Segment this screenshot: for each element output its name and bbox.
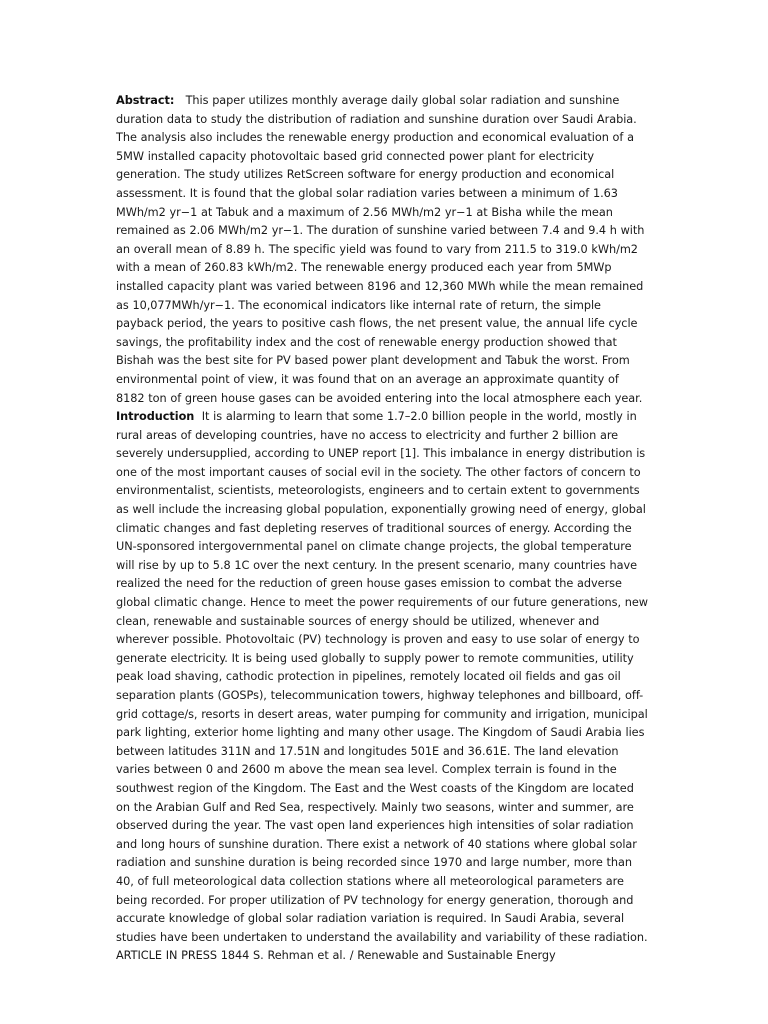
introduction-text: It is alarming to learn that some 1.7–2.0 billion people in the world, mostly in rural areas of developing countries, have no access to electricity and further 2 billion are severely undersupplied, according to UNEP report [1]. This imbalance in energy distribution is one of the most important causes of social evil in the society. The other factors of concern to environmentalist, scientists, meteorologists, engineers and to certain extent to governments as well include the increasing global population, exponentially growing need of energy, global climatic changes and fast depleting reserves of traditional sources of energy. According the UN-sponsored intergovernmental panel on climate change projects, the global temperature will rise by up to 5.8 1C over the next century. In the present scenario, many countries have realized the need for the reduction of green house gases emission to combat the adverse global climatic change. Hence to meet the power requirements of our future generations, new clean, renewable and sustainable sources of energy should be utilized, whenever and wherever possible. Photovoltaic (PV) technology is proven and easy to use solar of energy to generate electricity. It is being used globally to supply power to remote communities, utility peak load shaving, cathodic protection in pipelines, remotely located oil fields and gas oil separation plants (GOSPs), telecommunication towers, highway telephones and billboard, off-grid cottage/s, resorts in desert areas, water pumping for community and irrigation, municipal park lighting, exterior home lighting and many other usage. The Kingdom of Saudi Arabia lies between latitudes 311N and 17.51N and longitudes 501E and 36.61E. The land elevation varies between 0 and 2600 m above the mean sea level. Complex terrain is found in the southwest region of the Kingdom. The East and the West coasts of the Kingdom are located on the Arabian Gulf and Red Sea, respectively. Mainly two seasons, winter and summer, are observed during the year. The vast open land experiences high intensities of solar radiation and long hours of sunshine duration. There exist a network of 40 stations where global solar radiation and sunshine duration is being recorded since 1970 and large number, more than 40, of full meteorological data collection stations where all meteorological parameters are being recorded. For proper utilization of PV technology for energy generation, thorough and accurate knowledge of global solar radiation variation is required. In Saudi Arabia, several studies have been undertaken to understand the availability and variability of these radiation. ARTICLE IN PRESS 1844 S. Rehman et al. / Renewable and Sustainable Energy — [116, 410, 648, 963]
introduction-heading: Introduction — [116, 410, 195, 424]
document-page — [116, 92, 650, 966]
abstract-heading: Abstract: — [116, 94, 175, 107]
abstract-text: This paper utilizes monthly average daily global solar radiation and sunshine duration data to study the distribution of radiation and sunshine duration over Saudi Arabia. The analysis also includes the renewable energy production and economical evaluation of a 5MW installed capacity photovoltaic based grid connected power plant for electricity generation. The study utilizes RetScreen software for energy production and economical assessment. It is found that the global solar radiation varies between a minimum of 1.63 MWh/m2 yr−1 at Tabuk and a maximum of 2.56 MWh/m2 yr−1 at Bisha while the mean remained as 2.06 MWh/m2 yr−1. The duration of sunshine varied between 7.4 and 9.4 h with an overall mean of 8.89 h. The specific yield was found to vary from 211.5 to 319.0 kWh/m2 with a mean of 260.83 kWh/m2. The renewable energy produced each year from 5MWp installed capacity plant was varied between 8196 and 12,360 MWh while the mean remained as 10,077MWh/yr−1. The economical indicators like internal rate of return, the simple payback period, the years to positive cash flows, the net present value, the annual life cycle savings, the profitability index and the cost of renewable energy production showed that Bishah was the best site for PV based power plant development and Tabuk the worst. From environmental point of view, it was found that on an average an approximate quantity of 8182 ton of green house gases can be avoided entering into the local atmosphere each year. — [116, 94, 645, 405]
document-body — [116, 92, 650, 966]
